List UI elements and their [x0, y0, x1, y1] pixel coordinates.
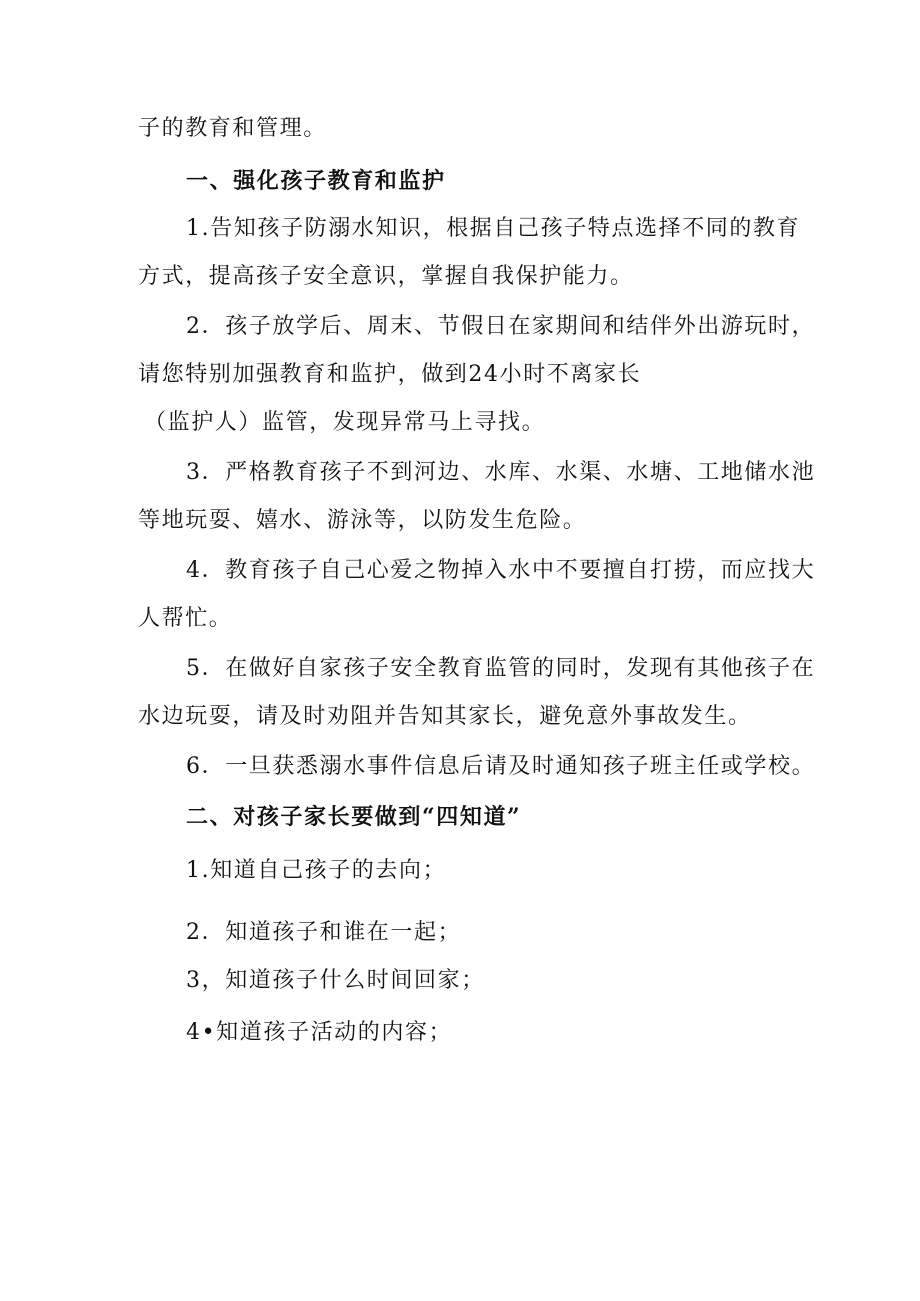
know-item-3: 3，知道孩子什么时间回家； [186, 968, 485, 993]
know-item-4: 4•知道孩子活动的内容； [186, 1020, 453, 1045]
paragraph-continuation: 子的教育和管理。 [138, 116, 327, 141]
item-3-line-1: 3．严格教育孩子不到河边、水库、水渠、水塘、工地储水池 [186, 460, 816, 485]
item-6-line-1: 6．一旦获悉溺水事件信息后请及时通知孩子班主任或学校。 [186, 754, 816, 779]
know-item-1: 1.知道自己孩子的去向； [186, 858, 447, 883]
item-1-line-2: 方式，提高孩子安全意识，掌握自我保护能力。 [138, 264, 634, 289]
item-5-line-1: 5．在做好自家孩子安全教育监管的同时，发现有其他孩子在 [186, 656, 816, 681]
item-4-line-2: 人帮忙。 [138, 606, 233, 631]
section-heading-2: 二、对孩子家长要做到“四知道” [186, 804, 522, 830]
item-5-line-2: 水边玩耍，请及时劝阻并告知其家长，避免意外事故发生。 [138, 704, 752, 729]
know-item-2: 2．知道孩子和谁在一起； [186, 920, 462, 945]
section-heading-1: 一、强化孩子教育和监护 [186, 168, 446, 194]
item-2-line-3: （监护人）监管，发现异常马上寻找。 [144, 410, 546, 435]
item-2-line-2: 请您特别加强教育和监护，做到24小时不离家长 [138, 362, 642, 387]
item-3-line-2: 等地玩耍、嬉水、游泳等，以防发生危险。 [138, 508, 587, 533]
item-4-line-1: 4．教育孩子自己心爱之物掉入水中不要擅自打捞，而应找大 [186, 558, 816, 583]
item-2-line-1: 2．孩子放学后、周末、节假日在家期间和结伴外出游玩时， [186, 314, 816, 339]
item-1-line-1: 1.告知孩子防溺水知识，根据自己孩子特点选择不同的教育 [186, 216, 801, 241]
